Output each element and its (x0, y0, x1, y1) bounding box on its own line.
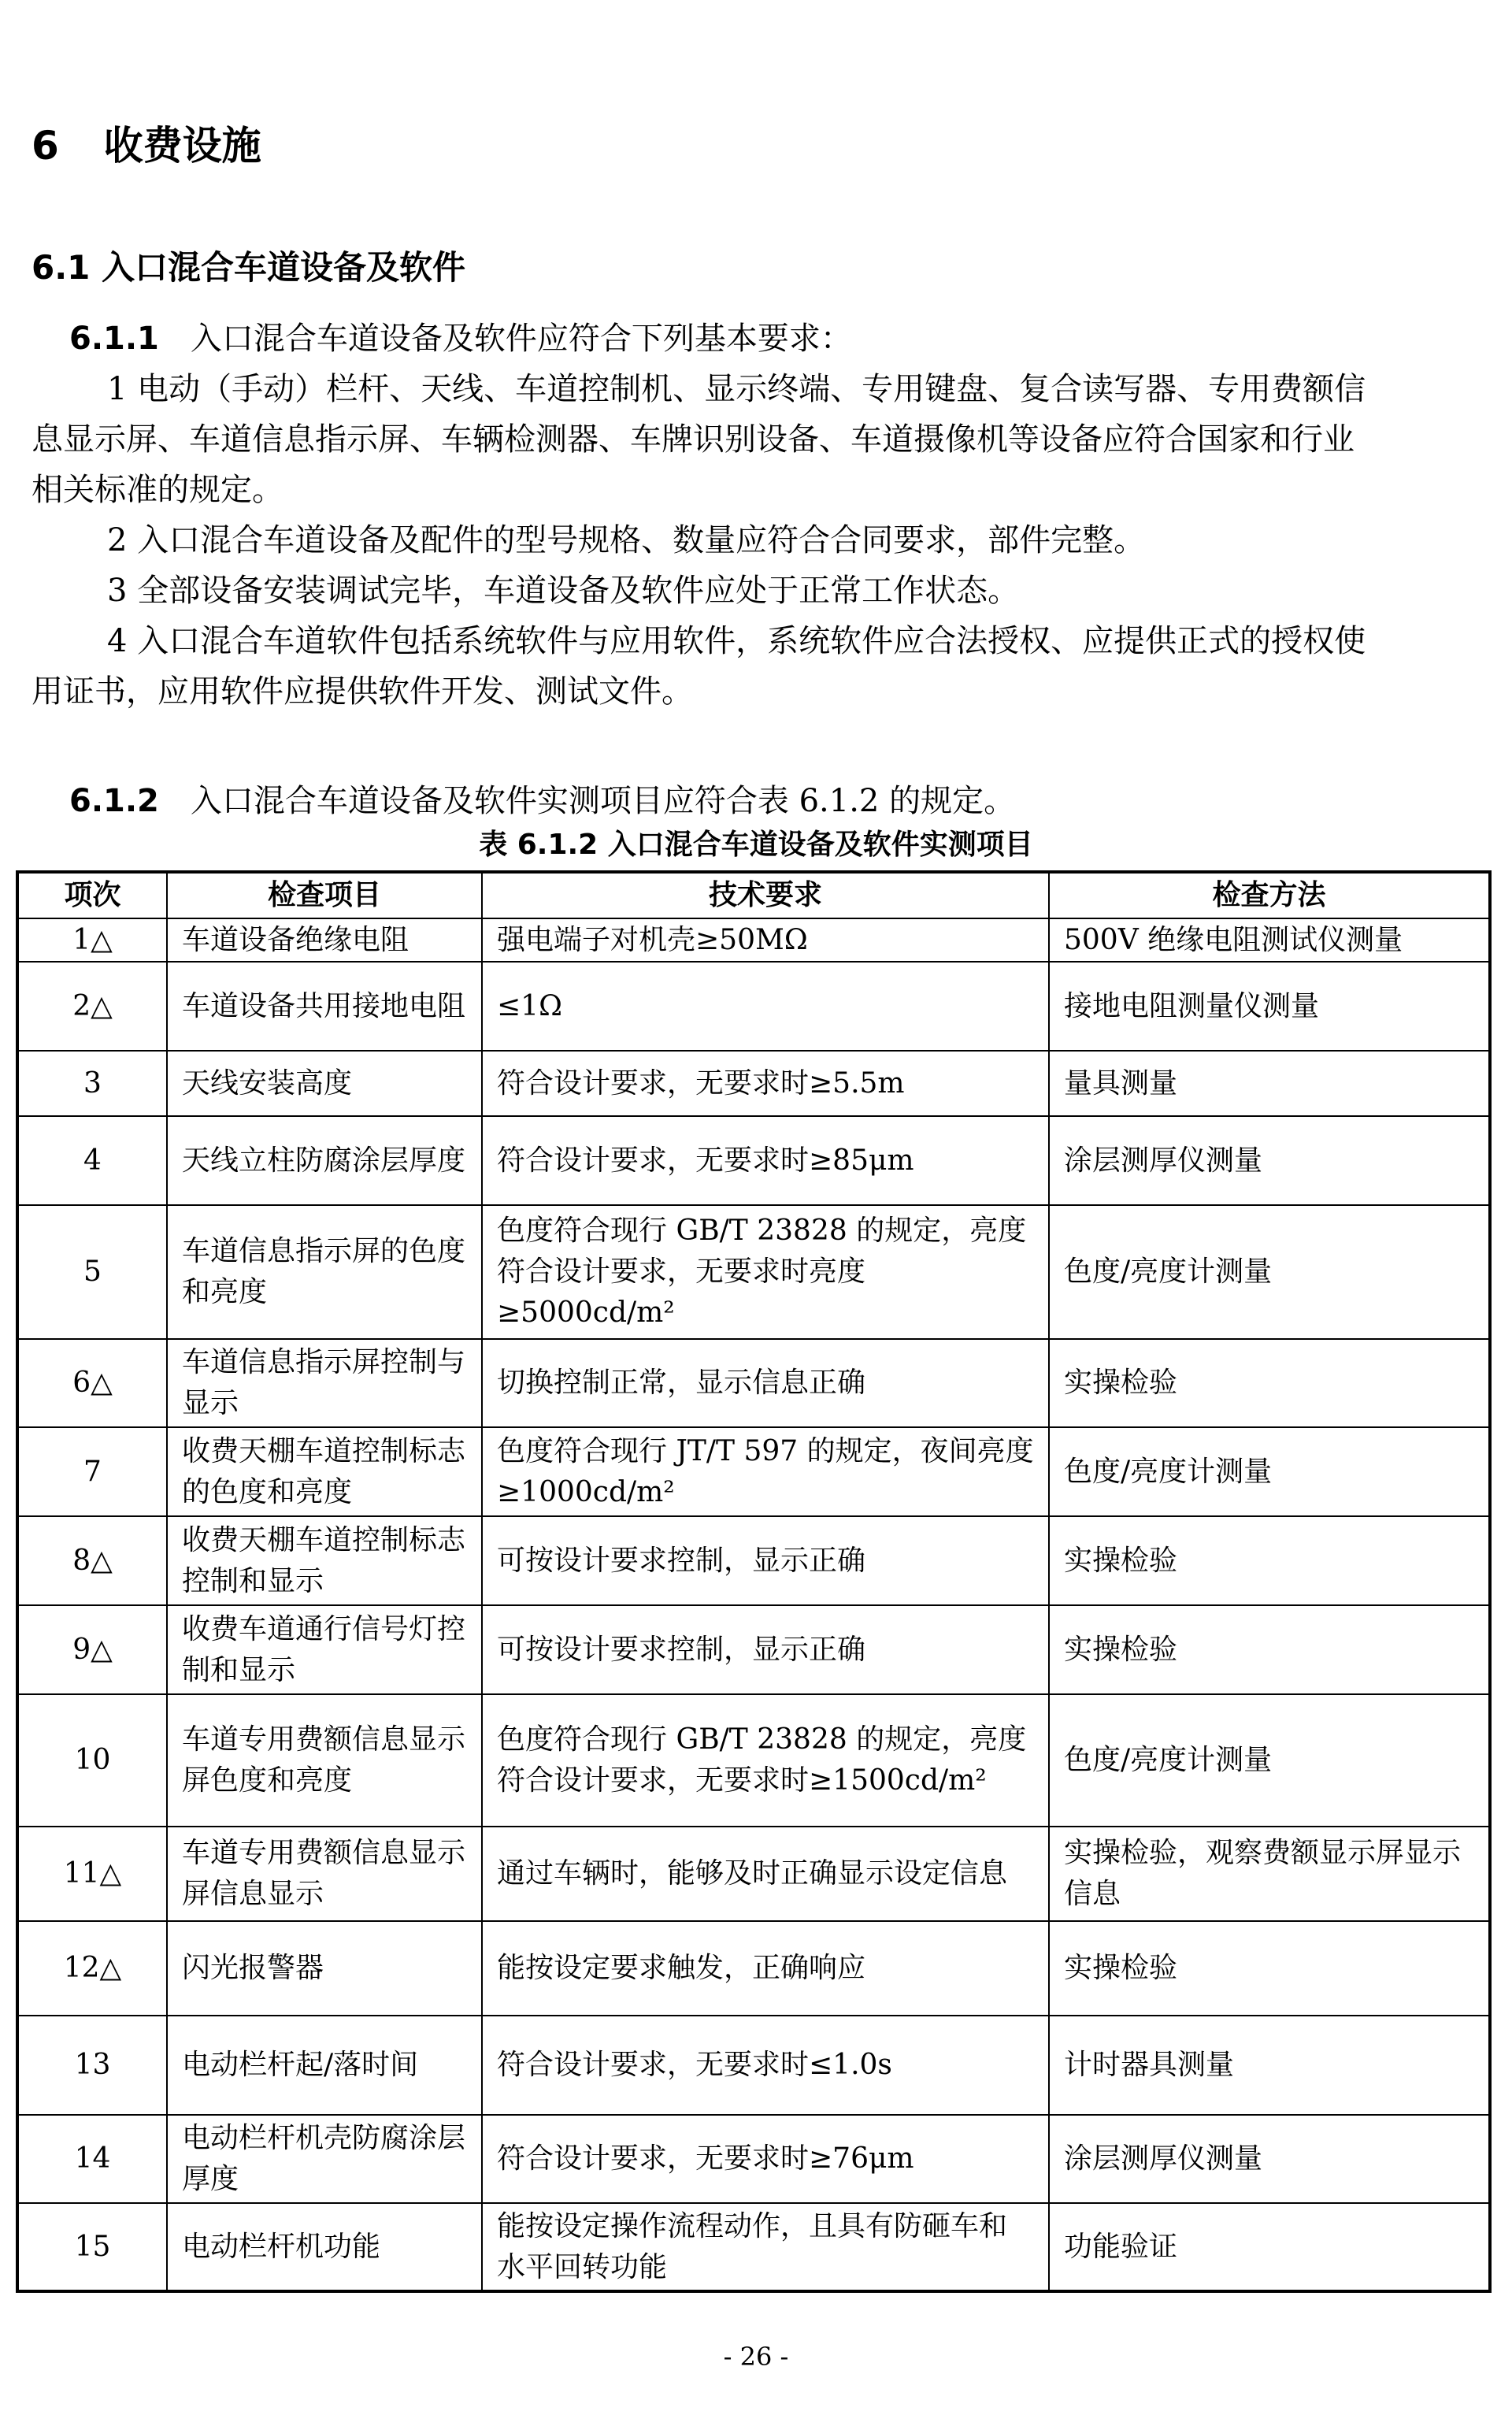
cell-method: 实操检验 (1049, 1605, 1490, 1694)
cell-item: 车道信息指示屏控制与显示 (167, 1339, 482, 1427)
clause-item-1: 1 电动（手动）栏杆、天线、车道控制机、显示终端、专用键盘、复合读写器、专用费额信息显示屏、车道信息指示屏、车辆检测器、车牌识别设备、车道摄像机等设备应符合国家和行业相关标准的规定。 (32, 371, 1366, 508)
cell-no: 14 (17, 2115, 167, 2203)
cell-no: 11△ (17, 1827, 167, 1921)
clause-lead-text: 入口混合车道设备及软件应符合下列基本要求： (190, 321, 852, 357)
cell-requirement: 符合设计要求，无要求时≥85μm (482, 1116, 1049, 1205)
header-requirement: 技术要求 (482, 872, 1049, 918)
table-row (17, 1605, 1490, 1694)
table-row (17, 1339, 1490, 1427)
cell-requirement: 符合设计要求，无要求时≤1.0s (482, 2016, 1049, 2115)
table-caption: 表 6.1.2 入口混合车道设备及软件实测项目 (479, 829, 1033, 861)
inspection-table (16, 870, 1492, 2293)
clause-6-1-2 (32, 776, 1015, 826)
cell-no: 6△ (17, 1339, 167, 1427)
clause-item-2: 2 入口混合车道设备及配件的型号规格、数量应符合合同要求，部件完整。 (107, 522, 1146, 558)
cell-item: 车道专用费额信息显示屏色度和亮度 (167, 1694, 482, 1827)
cell-no: 10 (17, 1694, 167, 1827)
cell-no: 4 (17, 1116, 167, 1205)
cell-item: 收费天棚车道控制标志控制和显示 (167, 1516, 482, 1605)
cell-requirement: 通过车辆时，能够及时正确显示设定信息 (482, 1827, 1049, 1921)
cell-item: 闪光报警器 (167, 1921, 482, 2016)
cell-no: 12△ (17, 1921, 167, 2016)
cell-requirement: 符合设计要求，无要求时≥5.5m (482, 1051, 1049, 1116)
cell-item: 收费车道通行信号灯控制和显示 (167, 1605, 482, 1694)
header-item: 检查项目 (167, 872, 482, 918)
header-method: 检查方法 (1049, 872, 1490, 918)
clause-6-1-1-lead (32, 313, 852, 364)
cell-method: 实操检验 (1049, 1339, 1490, 1427)
cell-no: 8△ (17, 1516, 167, 1605)
cell-method: 计时器具测量 (1049, 2016, 1490, 2115)
table-header-row (17, 872, 1490, 918)
table-row (17, 2115, 1490, 2203)
header-no: 项次 (17, 872, 167, 918)
table-row (17, 1205, 1490, 1339)
cell-no: 15 (17, 2203, 167, 2291)
cell-item: 天线安装高度 (167, 1051, 482, 1116)
cell-requirement: 色度符合现行 GB/T 23828 的规定，亮度符合设计要求，无要求时≥1500cd/m² (482, 1694, 1049, 1827)
cell-requirement: 能按设定要求触发，正确响应 (482, 1921, 1049, 2016)
cell-method: 功能验证 (1049, 2203, 1490, 2291)
cell-item: 电动栏杆机壳防腐涂层厚度 (167, 2115, 482, 2203)
cell-requirement: 能按设定操作流程动作，且具有防砸车和水平回转功能 (482, 2203, 1049, 2291)
cell-no: 7 (17, 1427, 167, 1516)
cell-method: 涂层测厚仪测量 (1049, 1116, 1490, 1205)
cell-item: 车道设备绝缘电阻 (167, 918, 482, 962)
table-row (17, 2016, 1490, 2115)
cell-method: 实操检验 (1049, 1516, 1490, 1605)
section-title: 收费设施 (103, 123, 261, 169)
cell-no: 9△ (17, 1605, 167, 1694)
section-heading (32, 118, 261, 173)
cell-requirement: 切换控制正常，显示信息正确 (482, 1339, 1049, 1427)
clause-number: 6.1.1 (69, 321, 159, 357)
clause-item-3: 3 全部设备安装调试完毕，车道设备及软件应处于正常工作状态。 (107, 573, 1020, 609)
table-row (17, 1694, 1490, 1827)
cell-no: 1△ (17, 918, 167, 962)
cell-requirement: 符合设计要求，无要求时≥76μm (482, 2115, 1049, 2203)
subsection-heading: 6.1 入口混合车道设备及软件 (32, 248, 466, 287)
cell-method: 实操检验 (1049, 1921, 1490, 2016)
table-row (17, 918, 1490, 962)
cell-requirement: 可按设计要求控制，显示正确 (482, 1516, 1049, 1605)
table-row (17, 1516, 1490, 1605)
table-row (17, 1427, 1490, 1516)
table-row (17, 1116, 1490, 1205)
page-number: - 26 - (723, 2342, 789, 2372)
clause-number: 6.1.2 (69, 783, 159, 819)
cell-no: 5 (17, 1205, 167, 1339)
table-row (17, 1827, 1490, 1921)
cell-requirement: 可按设计要求控制，显示正确 (482, 1605, 1049, 1694)
cell-item: 电动栏杆机功能 (167, 2203, 482, 2291)
cell-requirement: ≤1Ω (482, 962, 1049, 1051)
cell-requirement: 色度符合现行 GB/T 23828 的规定，亮度符合设计要求，无要求时亮度≥5000cd/m² (482, 1205, 1049, 1339)
cell-method: 色度/亮度计测量 (1049, 1205, 1490, 1339)
cell-item: 车道专用费额信息显示屏信息显示 (167, 1827, 482, 1921)
cell-item: 天线立柱防腐涂层厚度 (167, 1116, 482, 1205)
cell-item: 车道信息指示屏的色度和亮度 (167, 1205, 482, 1339)
clause-text: 入口混合车道设备及软件实测项目应符合表 6.1.2 的规定。 (190, 783, 1016, 819)
section-number: 6 (32, 123, 59, 169)
cell-item: 收费天棚车道控制标志的色度和亮度 (167, 1427, 482, 1516)
cell-requirement: 强电端子对机壳≥50MΩ (482, 918, 1049, 962)
cell-method: 色度/亮度计测量 (1049, 1694, 1490, 1827)
table-row (17, 1051, 1490, 1116)
cell-no: 2△ (17, 962, 167, 1051)
table-row (17, 962, 1490, 1051)
cell-method: 量具测量 (1049, 1051, 1490, 1116)
table-row (17, 1921, 1490, 2016)
cell-method: 色度/亮度计测量 (1049, 1427, 1490, 1516)
cell-item: 车道设备共用接地电阻 (167, 962, 482, 1051)
table-row (17, 2203, 1490, 2291)
cell-method: 接地电阻测量仪测量 (1049, 962, 1490, 1051)
cell-requirement: 色度符合现行 JT/T 597 的规定，夜间亮度≥1000cd/m² (482, 1427, 1049, 1516)
clause-item-4: 4 入口混合车道软件包括系统软件与应用软件，系统软件应合法授权、应提供正式的授权使用证书，应用软件应提供软件开发、测试文件。 (32, 623, 1366, 710)
cell-item: 电动栏杆起/落时间 (167, 2016, 482, 2115)
cell-method: 涂层测厚仪测量 (1049, 2115, 1490, 2203)
cell-method: 实操检验，观察费额显示屏显示信息 (1049, 1827, 1490, 1921)
cell-no: 13 (17, 2016, 167, 2115)
cell-method: 500V 绝缘电阻测试仪测量 (1049, 918, 1490, 962)
cell-no: 3 (17, 1051, 167, 1116)
